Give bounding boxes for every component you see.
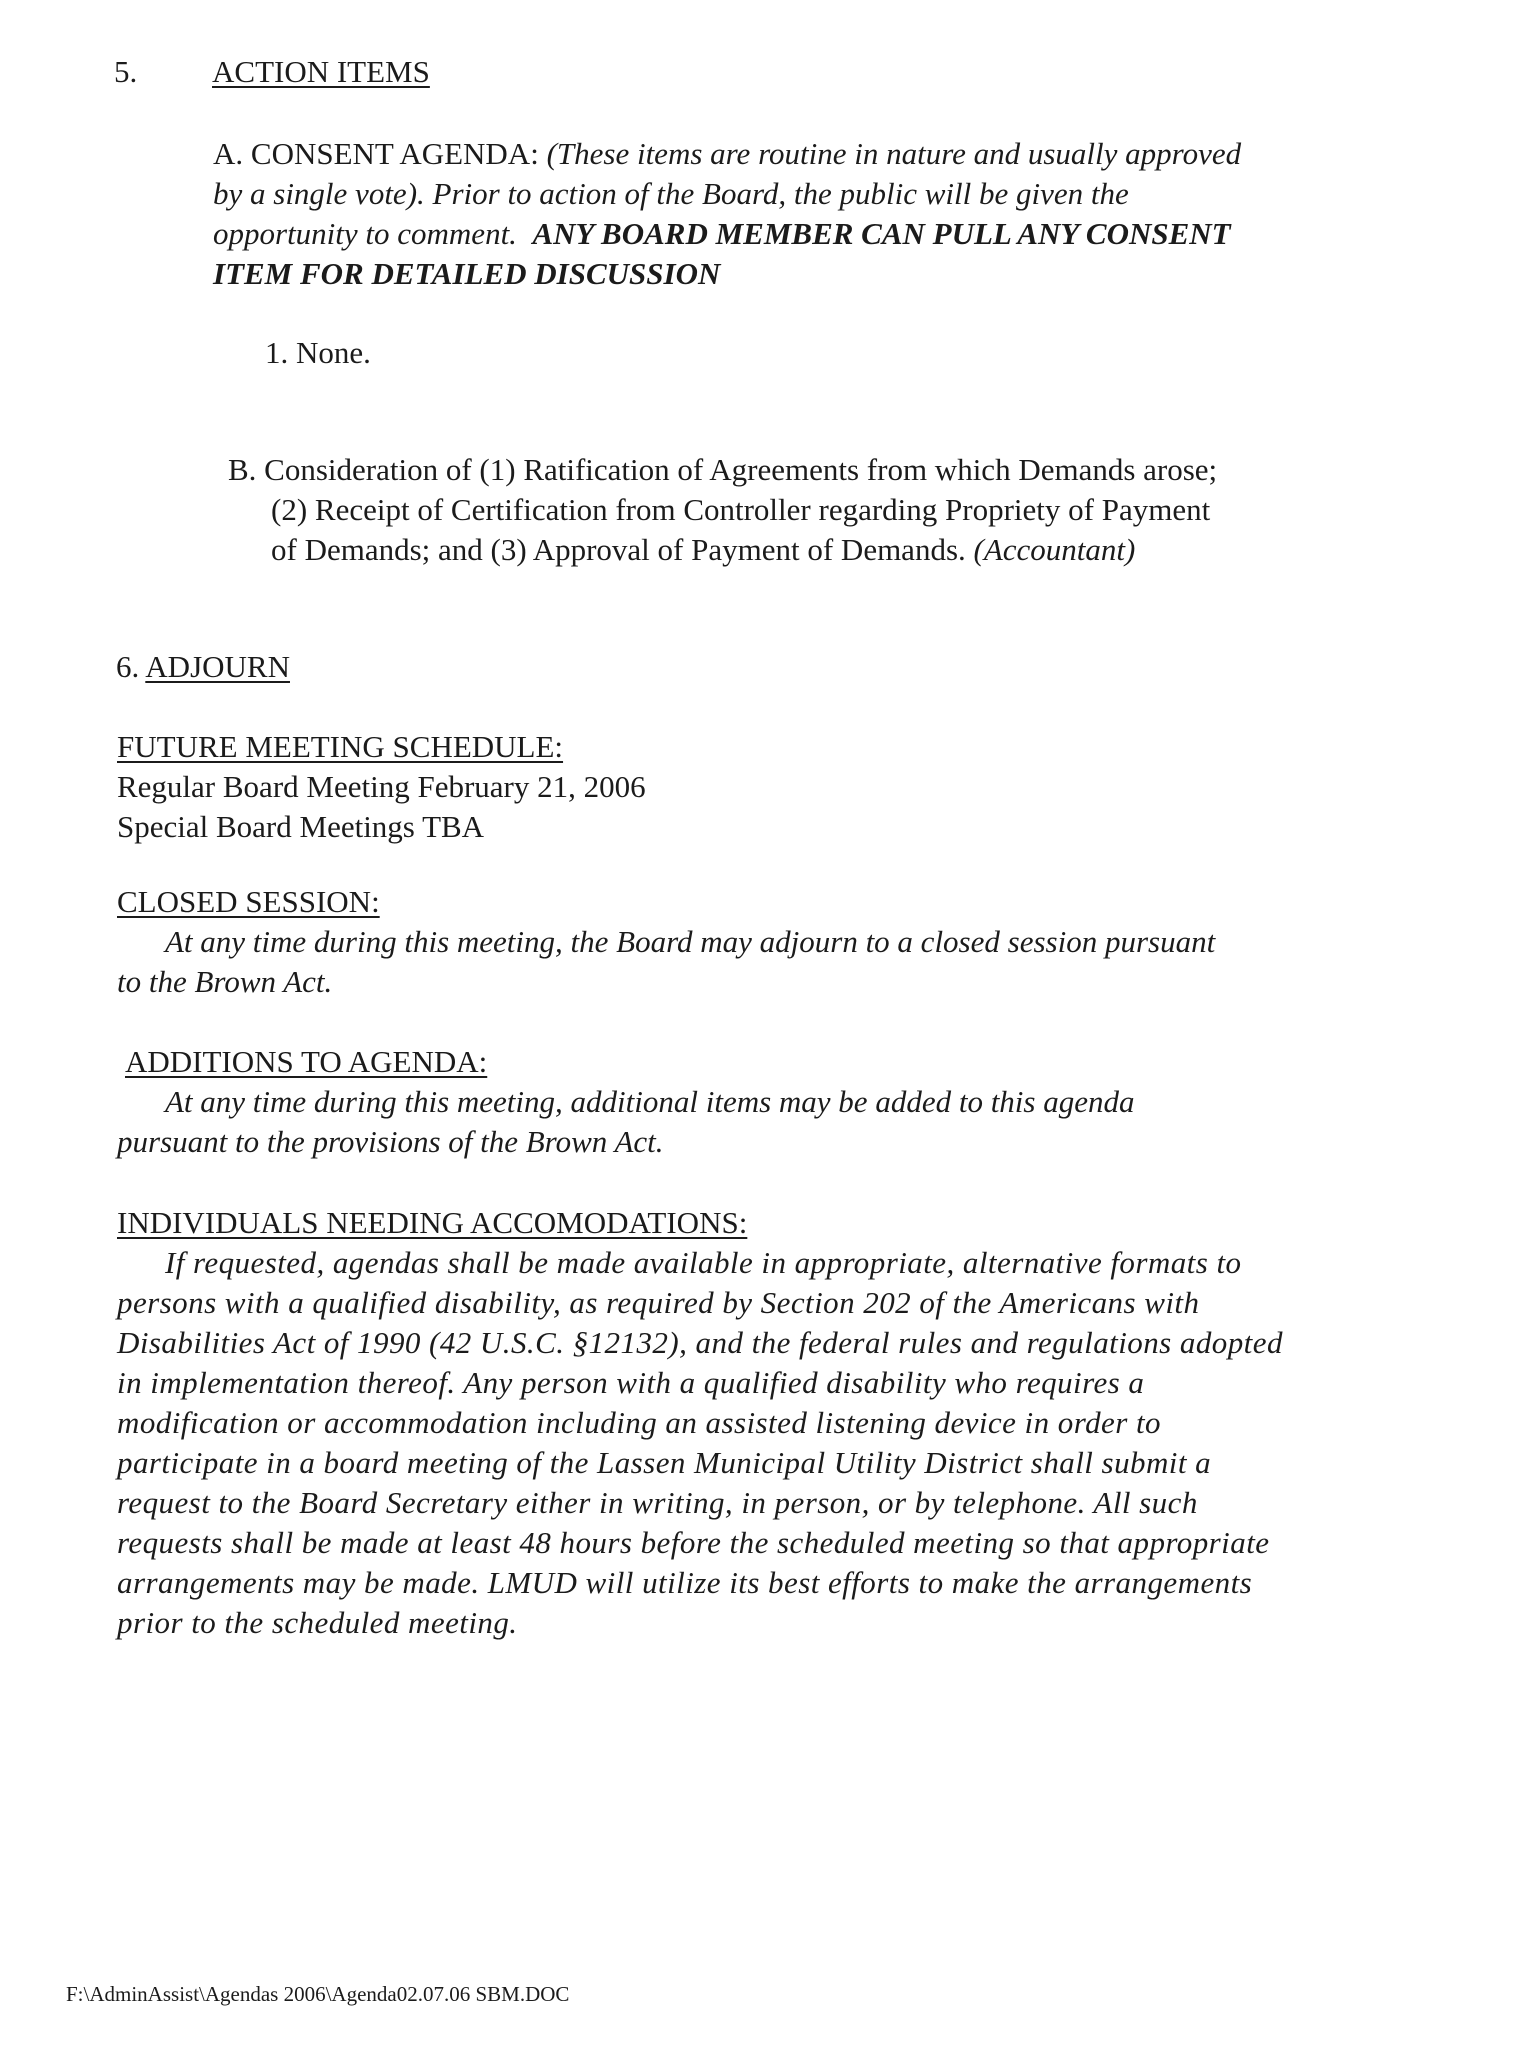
consent-agenda-warning: ANY BOARD MEMBER CAN PULL ANY CONSENT bbox=[532, 216, 1231, 251]
future-meeting-heading: FUTURE MEETING SCHEDULE: bbox=[117, 729, 564, 764]
accommodations-line: persons with a qualified disability, as required by Section 202 of the Americans with bbox=[117, 1285, 1200, 1320]
item-b bbox=[228, 450, 1217, 570]
future-meeting-schedule bbox=[117, 727, 646, 847]
closed-session-line: to the Brown Act. bbox=[117, 964, 333, 999]
consent-agenda bbox=[213, 134, 1241, 294]
accommodations-line: Disabilities Act of 1990 (42 U.S.C. §12132), and the federal rules and regulations adopted bbox=[117, 1325, 1283, 1360]
section-title: ACTION ITEMS bbox=[212, 54, 430, 89]
closed-session-line: At any time during this meeting, the Board may adjourn to a closed session pursuant bbox=[165, 924, 1216, 959]
future-meeting-line: Special Board Meetings TBA bbox=[117, 809, 485, 844]
accommodations-line: If requested, agendas shall be made available in appropriate, alternative formats to bbox=[165, 1245, 1242, 1280]
accommodations-line: requests shall be made at least 48 hours before the scheduled meeting so that appropriate bbox=[117, 1525, 1270, 1560]
additions-to-agenda bbox=[117, 1042, 1135, 1162]
accommodations-line: arrangements may be made. LMUD will utilize its best efforts to make the arrangements bbox=[117, 1565, 1253, 1600]
future-meeting-line: Regular Board Meeting February 21, 2006 bbox=[117, 769, 646, 804]
closed-session bbox=[117, 882, 1215, 1002]
consent-agenda-label: A. CONSENT AGENDA: bbox=[213, 136, 547, 171]
consent-agenda-note: (These items are routine in nature and usually approved bbox=[546, 136, 1242, 171]
consent-agenda-warning-line: ITEM FOR DETAILED DISCUSSION bbox=[213, 256, 721, 291]
consent-item-text: 1. None. bbox=[265, 335, 371, 370]
accommodations-line: request to the Board Secretary either in writing, in person, or by telephone. All such bbox=[117, 1485, 1198, 1520]
additions-heading: ADDITIONS TO AGENDA: bbox=[125, 1044, 488, 1079]
consent-agenda-note-line: by a single vote). Prior to action of the Board, the public will be given the bbox=[213, 176, 1129, 211]
section-title: ADJOURN bbox=[145, 649, 290, 684]
additions-line: pursuant to the provisions of the Brown Act. bbox=[117, 1124, 664, 1159]
section-5-heading bbox=[114, 52, 430, 92]
closed-session-heading: CLOSED SESSION: bbox=[117, 884, 380, 919]
accommodations bbox=[117, 1203, 1283, 1643]
additions-line: At any time during this meeting, additional items may be added to this agenda bbox=[165, 1084, 1135, 1119]
consent-agenda-note-line: opportunity to comment. bbox=[213, 216, 517, 251]
item-b-line: B. Consideration of (1) Ratification of Agreements from which Demands arose; bbox=[228, 452, 1218, 487]
accommodations-line: prior to the scheduled meeting. bbox=[117, 1605, 518, 1640]
item-b-line: of Demands; and (3) Approval of Payment of Demands. bbox=[271, 532, 974, 567]
section-number: 6. bbox=[116, 649, 146, 684]
item-b-responsible: (Accountant) bbox=[973, 532, 1136, 567]
accommodations-line: modification or accommodation including an assisted listening device in order to bbox=[117, 1405, 1161, 1440]
item-b-line: (2) Receipt of Certification from Controller regarding Propriety of Payment bbox=[271, 492, 1211, 527]
accommodations-line: in implementation thereof. Any person with a qualified disability who requires a bbox=[117, 1365, 1145, 1400]
accommodations-heading: INDIVIDUALS NEEDING ACCOMODATIONS: bbox=[117, 1205, 748, 1240]
consent-item bbox=[265, 333, 371, 373]
footer-file-path: F:\AdminAssist\Agendas 2006\Agenda02.07.06 SBM.DOC bbox=[66, 1982, 570, 2006]
section-number: 5. bbox=[114, 54, 138, 89]
section-6-heading bbox=[116, 647, 290, 687]
accommodations-line: participate in a board meeting of the Lassen Municipal Utility District shall submit a bbox=[117, 1445, 1212, 1480]
